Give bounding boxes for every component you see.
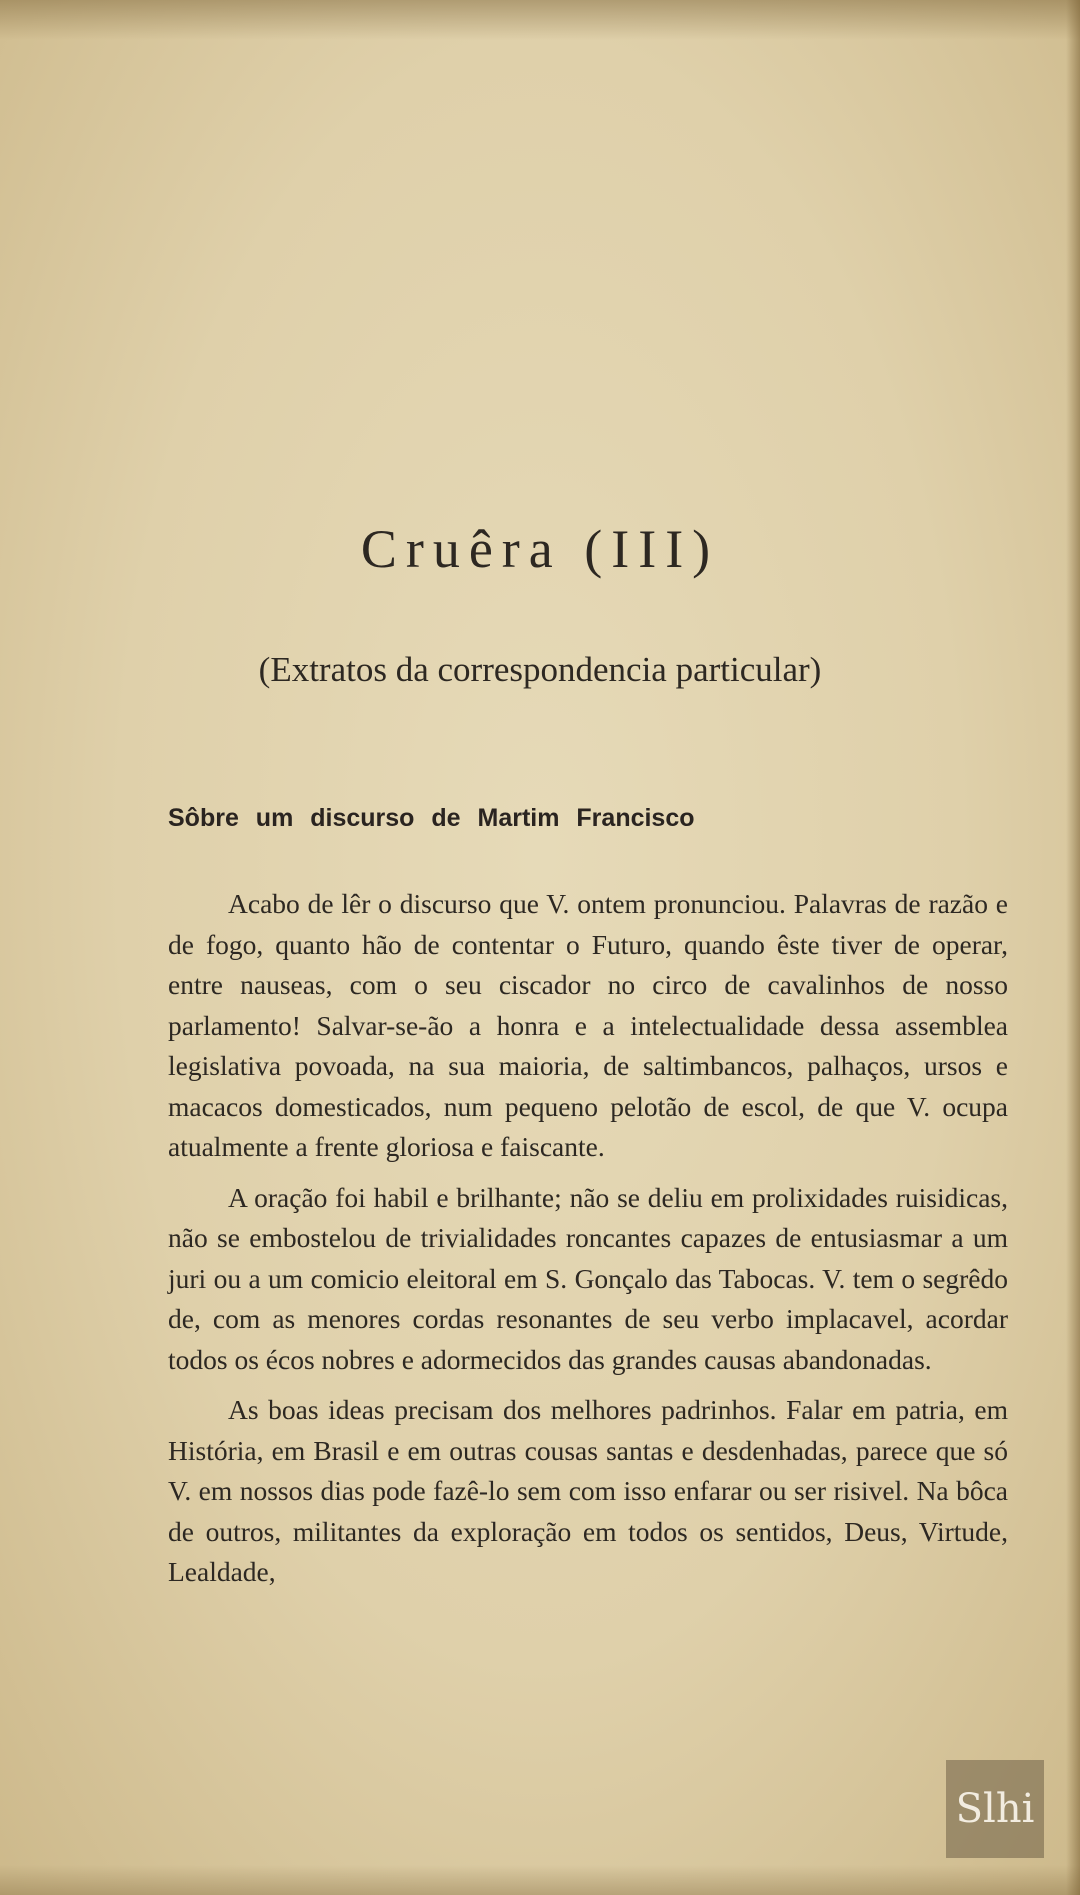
page-edge-bottom — [0, 1865, 1080, 1895]
section-heading: Sôbre um discurso de Martim Francisco — [168, 804, 695, 832]
paragraph-2: A oração foi habil e brilhante; não se deliu em prolixidades ruisidicas, não se embostelou de trivialidades roncantes capazes de entusiasmar a um juri ou a um comicio eleitoral em S. Gonçalo das Tabocas. V. tem o segrêdo de, com as menores cordas resonantes de seu verbo implacavel, acordar todos os écos nobres e adormecidos das grandes causas abandonadas. — [168, 1181, 1008, 1375]
body-text — [168, 884, 1008, 1603]
paragraph-1: Acabo de lêr o discurso que V. ontem pronunciou. Palavras de razão e de fogo, quanto hão de contentar o Futuro, quando êste tiver de operar, entre nauseas, com o seu ciscador no circo de cavalinhos de nosso parlamento! Salvar-se-ão a honra e a intelectualidade dessa assemblea legislativa povoada, na sua maioria, de saltimbancos, palhaços, ursos e macacos domesticados, num pequeno pelotão de escol, de que V. ocupa atualmente a frente gloriosa e faiscante. — [168, 888, 1008, 1162]
chapter-subtitle: (Extratos da correspondencia particular) — [258, 650, 822, 689]
page-edge-right — [1066, 0, 1080, 1895]
chapter-title: Cruêra (III) — [360, 519, 720, 579]
paragraph-3: As boas ideas precisam dos melhores padrinhos. Falar em patria, em História, em Brasil e em outras cousas santas e desdenhadas, parece que só V. em nossos dias pode fazê-lo sem com isso enfarar ou ser risivel. Na bôca de outros, militantes da exploração em todos os sentidos, Deus, Virtude, Lealdade, — [168, 1394, 1008, 1587]
library-watermark-logo: Slhi — [946, 1760, 1044, 1858]
page-edge-top — [0, 0, 1080, 40]
